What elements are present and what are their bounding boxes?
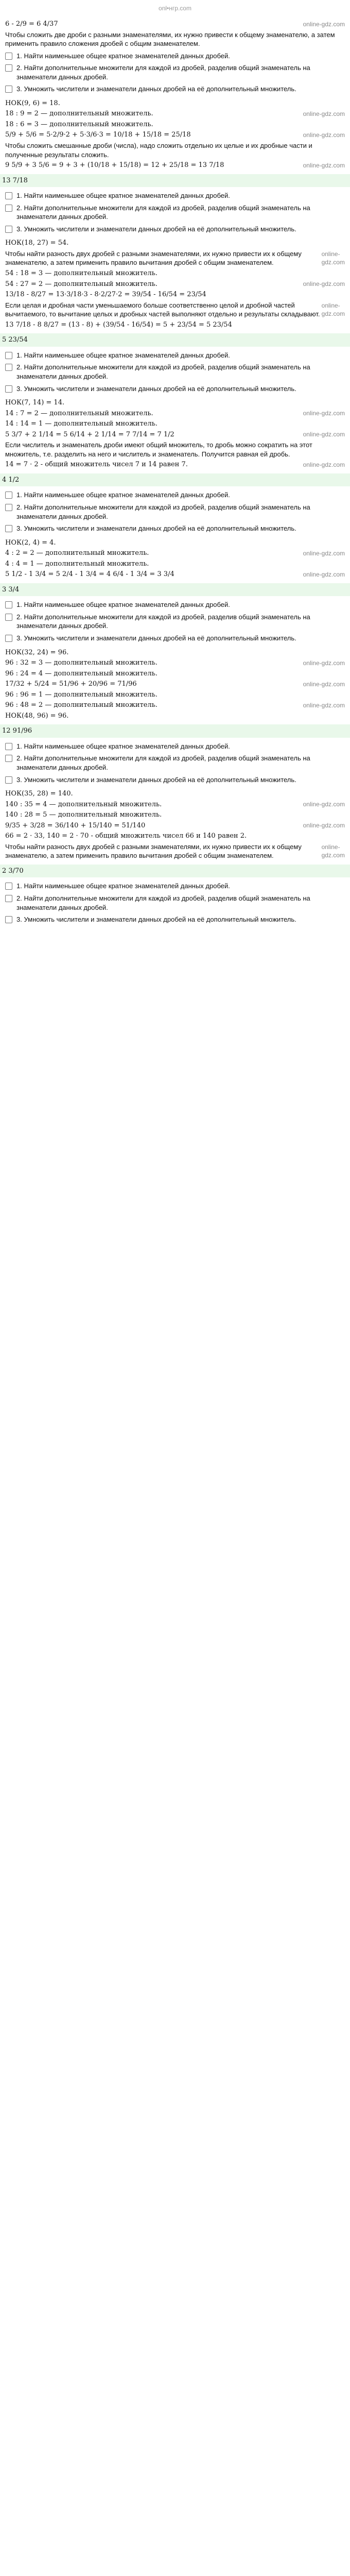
watermark: online-gdz.com (321, 843, 345, 859)
block-line: 17/32 + 5/24 = 51/96 + 20/96 = 71/96 (5, 680, 137, 688)
step-2 (5, 754, 345, 772)
checkbox-icon (5, 364, 12, 371)
watermark: online-gdz.com (303, 801, 345, 808)
intro-formula: 6 - 2/9 = 6 4/37 (5, 20, 58, 28)
checkbox-icon (5, 192, 12, 199)
block-line-row (5, 130, 345, 140)
block-line: 9/35 + 3/28 = 36/140 + 15/140 = 51/140 (5, 821, 146, 829)
block-line: 4 : 4 = 1 — дополнительный множитель. (5, 560, 149, 568)
block-line-row (5, 269, 345, 278)
watermark: online-gdz.com (303, 701, 345, 709)
step-3 (5, 634, 345, 643)
step-text: 1. Найти наименьшее общее кратное знаменателей данных дробей. (16, 192, 230, 200)
intro-text: Чтобы сложить две дроби с разными знаменателями, их нужно привести к общему знаменателю, а затем применить правило сложения дробей с общим знаменателем. (5, 30, 335, 48)
block-line-row (5, 658, 345, 668)
watermark: online-gdz.com (303, 280, 345, 288)
step-3 (5, 524, 345, 533)
step-2 (5, 204, 345, 222)
answer-highlight: 3 3/4 (0, 583, 350, 597)
step-2 (5, 503, 345, 521)
block-line-row (5, 560, 345, 569)
block-line: 96 : 32 = 3 — дополнительный множитель. (5, 659, 157, 667)
step-2 (5, 363, 345, 381)
step-3 (5, 915, 345, 924)
step-text: 1. Найти наименьшее общее кратное знаменателей данных дробей. (16, 491, 230, 499)
block-line-row (5, 690, 345, 700)
block-line-row (5, 680, 345, 689)
step-1 (5, 351, 345, 360)
block-title: НОК(9, 6) = 18. (5, 99, 60, 107)
block-line: 14 : 14 = 1 — дополнительный множитель. (5, 420, 157, 428)
checkbox-icon (5, 352, 12, 359)
step-3: 3. Умножить числители и знаменатели данных дробей на её дополнительный множитель. (5, 84, 345, 94)
block-line: Чтобы сложить смешанные дроби (числа), надо сложить отдельно их целые и их дробные части и полученные результаты сложить. (5, 142, 312, 159)
checkbox-icon (5, 504, 12, 511)
watermark: online-gdz.com (303, 570, 345, 578)
step-text: 2. Найти дополнительные множители для каждой из дробей, разделив общий знаменатель на знаменатели данных дробей. (16, 613, 310, 630)
block-line-row (5, 141, 345, 159)
answer-highlight: 2 3/70 (0, 865, 350, 878)
block-line: 4 : 2 = 2 — дополнительный множитель. (5, 549, 149, 557)
block-line-row (5, 800, 345, 809)
checkbox-icon (5, 492, 12, 499)
block-line-row (5, 320, 345, 330)
block-line: 140 : 35 = 4 — дополнительный множитель. (5, 800, 162, 808)
step-text: 3. Умножить числители и знаменатели данных дробей на её дополнительный множитель. (16, 225, 296, 233)
watermark: online-gdz.com (303, 680, 345, 688)
block-line-row (5, 701, 345, 710)
watermark: online-gdz.com (303, 431, 345, 438)
solution-block (2, 538, 345, 643)
watermark: online-gdz.com (303, 131, 345, 139)
block-line: 13/18 - 8/27 = 13·3/18·3 - 8·2/27·2 = 39/54 - 16/54 = 23/54 (5, 291, 206, 299)
block-line: НОК(48, 96) = 96. (5, 711, 69, 720)
watermark: online-gdz.com (303, 549, 345, 557)
step-3 (5, 775, 345, 785)
block-line: 140 : 28 = 5 — дополнительный множитель. (5, 811, 162, 819)
checkbox-icon (5, 776, 12, 784)
block-line: 5 1/2 - 1 3/4 = 5 2/4 - 1 3/4 = 4 6/4 - 1 3/4 = 3 3/4 (5, 570, 174, 579)
checkbox-icon (5, 883, 12, 890)
step-text: 3. Умножить числители и знаменатели данных дробей на её дополнительный множитель. (16, 634, 296, 642)
block-line: Чтобы найти разность двух дробей с разными знаменателями, их нужно привести их к общему знаменателю, а затем применить правило вычитания дробей с общим знаменателем. (5, 842, 302, 860)
intro-section (5, 20, 345, 94)
block-line: 14 : 7 = 2 — дополнительный множитель. (5, 409, 153, 417)
block-line-row (5, 430, 345, 439)
block-line: 5/9 + 5/6 = 5·2/9·2 + 5·3/6·3 = 10/18 + 15/18 = 25/18 (5, 131, 191, 139)
solution-block (2, 99, 345, 234)
block-line-row (5, 669, 345, 679)
checkbox-icon (5, 64, 12, 72)
block-line: 14 = 7 · 2 - общий множитель чисел 7 и 14 равен 7. (5, 461, 188, 469)
block-line: Если целая и дробная части уменьшаемого больше соответственно целой и дробной частей вычитаемого, то вычитание целых и дробных частей выполняют отдельно и результаты складывают. (5, 301, 320, 318)
step-1: 1. Найти наименьшее общее кратное знаменателей данных дробей. (5, 52, 345, 61)
answer-highlight: 4 1/2 (0, 473, 350, 487)
block-line-row (5, 161, 345, 170)
block-line: 18 : 9 = 2 — дополнительный множитель. (5, 110, 153, 118)
step-text: 3. Умножить числители и знаменатели данных дробей на её дополнительный множитель. (16, 916, 296, 924)
checkbox-icon (5, 53, 12, 60)
block-line-row (5, 280, 345, 289)
step-1 (5, 742, 345, 751)
checkbox-icon (5, 916, 12, 923)
step-text: 1. Найти наименьшее общее кратное знаменателей данных дробей. (16, 882, 230, 890)
block-line: 54 : 18 = 3 — дополнительный множитель. (5, 269, 157, 278)
block-line: 96 : 48 = 2 — дополнительный множитель. (5, 701, 157, 709)
step-1 (5, 882, 345, 891)
watermark: online-gdz.com (303, 822, 345, 829)
block-line-row (5, 419, 345, 429)
checkbox-icon (5, 755, 12, 762)
step-text: 2. Найти дополнительные множители для каждой из дробей, разделив общий знаменатель на знаменатели данных дробей. (16, 503, 310, 520)
solution-block (2, 398, 345, 533)
watermark: online-gdz.com (303, 110, 345, 118)
step-text: 1. Найти наименьшее общее кратное знаменателей данных дробей. (16, 601, 230, 609)
checkbox-icon (5, 601, 12, 608)
block-line-row (5, 120, 345, 129)
answer-highlight: 12 91/96 (0, 724, 350, 738)
answer-highlight: 5 23/54 (0, 333, 350, 347)
checkbox-icon (5, 385, 12, 393)
block-line-row (5, 249, 345, 267)
block-line-row (5, 460, 345, 469)
block-line-row (5, 821, 345, 831)
step-text: 3. Умножить числители и знаменатели данных дробей на её дополнительный множитель. (16, 524, 296, 533)
block-title: НОК(35, 28) = 140. (5, 790, 73, 798)
step-3 (5, 384, 345, 394)
block-line: 96 : 96 = 1 — дополнительный множитель. (5, 690, 157, 699)
block-line: 9 5/9 + 3 5/6 = 9 + 3 + (10/18 + 15/18) = 12 + 25/18 = 13 7/18 (5, 161, 224, 170)
step-2: 2. Найти дополнительные множители для каждой из дробей, разделив общий знаменатель на знаменатели данных дробей. (5, 63, 345, 81)
block-title: НОК(2, 4) = 4. (5, 538, 56, 547)
watermark: online-gdz.com (321, 250, 345, 266)
block-line-row (5, 842, 345, 860)
step-1 (5, 191, 345, 200)
block-title: НОК(32, 24) = 96. (5, 648, 69, 656)
block-line-row (5, 301, 345, 319)
answer-highlight: 13 7/18 (0, 174, 350, 188)
block-title: НОК(18, 27) = 54. (5, 239, 69, 247)
checkbox-icon (5, 205, 12, 212)
solution-blocks (2, 99, 345, 924)
block-line-row (5, 109, 345, 118)
block-line: 5 3/7 + 2 1/14 = 5 6/14 + 2 1/14 = 7 7/14 = 7 1/2 (5, 430, 174, 438)
watermark: online-gdz.com (303, 20, 345, 28)
step-text: 1. Найти наименьшее общее кратное знаменателей данных дробей. (16, 351, 230, 359)
block-line-row (5, 711, 345, 721)
step-text: 2. Найти дополнительные множители для каждой из дробей, разделив общий знаменатель на знаменатели данных дробей. (16, 363, 310, 380)
watermark: online-gdz.com (303, 410, 345, 417)
block-line-row (5, 440, 345, 459)
block-line-row (5, 832, 345, 841)
step-text: 2. Найти дополнительные множители для каждой из дробей, разделив общий знаменатель на знаменатели данных дробей. (16, 894, 310, 911)
checkbox-icon (5, 895, 12, 902)
step-1 (5, 600, 345, 609)
solution-block (2, 789, 345, 924)
step-text: 3. Умножить числители и знаменатели данных дробей на её дополнительный множитель. (16, 384, 296, 393)
watermark: online-gdz.com (303, 659, 345, 667)
watermark: online-gdz.com (303, 161, 345, 169)
block-line: 54 : 27 = 2 — дополнительный множитель. (5, 280, 157, 288)
step-text: 3. Умножить числители и знаменатели данных дробей на её дополнительный множитель. (16, 775, 296, 784)
step-text: 2. Найти дополнительные множители для каждой из дробей, разделив общий знаменатель на знаменатели данных дробей. (16, 754, 310, 771)
site-header: onl•нгр.com (159, 5, 191, 12)
watermark: online-gdz.com (303, 461, 345, 468)
block-line-row (5, 570, 345, 579)
checkbox-icon (5, 86, 12, 93)
block-line: 13 7/18 - 8 8/27 = (13 - 8) + (39/54 - 16/54) = 5 + 23/54 = 5 23/54 (5, 320, 232, 329)
step-2 (5, 894, 345, 912)
block-line: 96 : 24 = 4 — дополнительный множитель. (5, 669, 157, 677)
step-2 (5, 613, 345, 631)
block-line: Чтобы найти разность двух дробей с разными знаменателями, их нужно привести их к общему знаменателю, а затем применить правило вычитания дробей с общим знаменателем. (5, 249, 302, 267)
block-line-row (5, 549, 345, 558)
watermark: online-gdz.com (321, 302, 345, 318)
block-line: Если числитель и знаменатель дроби имеют общий множитель, то дробь можно сократить на этот множитель, т.е. разделить на него и числитель и знаменатель. Получится равная ей дробь. (5, 441, 312, 458)
step-3 (5, 225, 345, 234)
solution-block (2, 239, 345, 393)
checkbox-icon (5, 614, 12, 621)
block-line-row (5, 290, 345, 299)
solution-block (2, 648, 345, 785)
step-1 (5, 490, 345, 500)
step-text: 1. Найти наименьшее общее кратное знаменателей данных дробей. (16, 742, 230, 750)
checkbox-icon (5, 635, 12, 642)
step-text: 2. Найти дополнительные множители для каждой из дробей, разделив общий знаменатель на знаменатели данных дробей. (16, 204, 310, 221)
block-line-row (5, 409, 345, 418)
checkbox-icon (5, 226, 12, 233)
checkbox-icon (5, 525, 12, 532)
block-line: 18 : 6 = 3 — дополнительный множитель. (5, 120, 153, 128)
block-title: НОК(7, 14) = 14. (5, 399, 65, 407)
block-line: 66 = 2 · 33, 140 = 2 · 70 - общий множитель чисел 66 и 140 равен 2. (5, 832, 247, 840)
block-line-row (5, 810, 345, 820)
checkbox-icon (5, 743, 12, 750)
